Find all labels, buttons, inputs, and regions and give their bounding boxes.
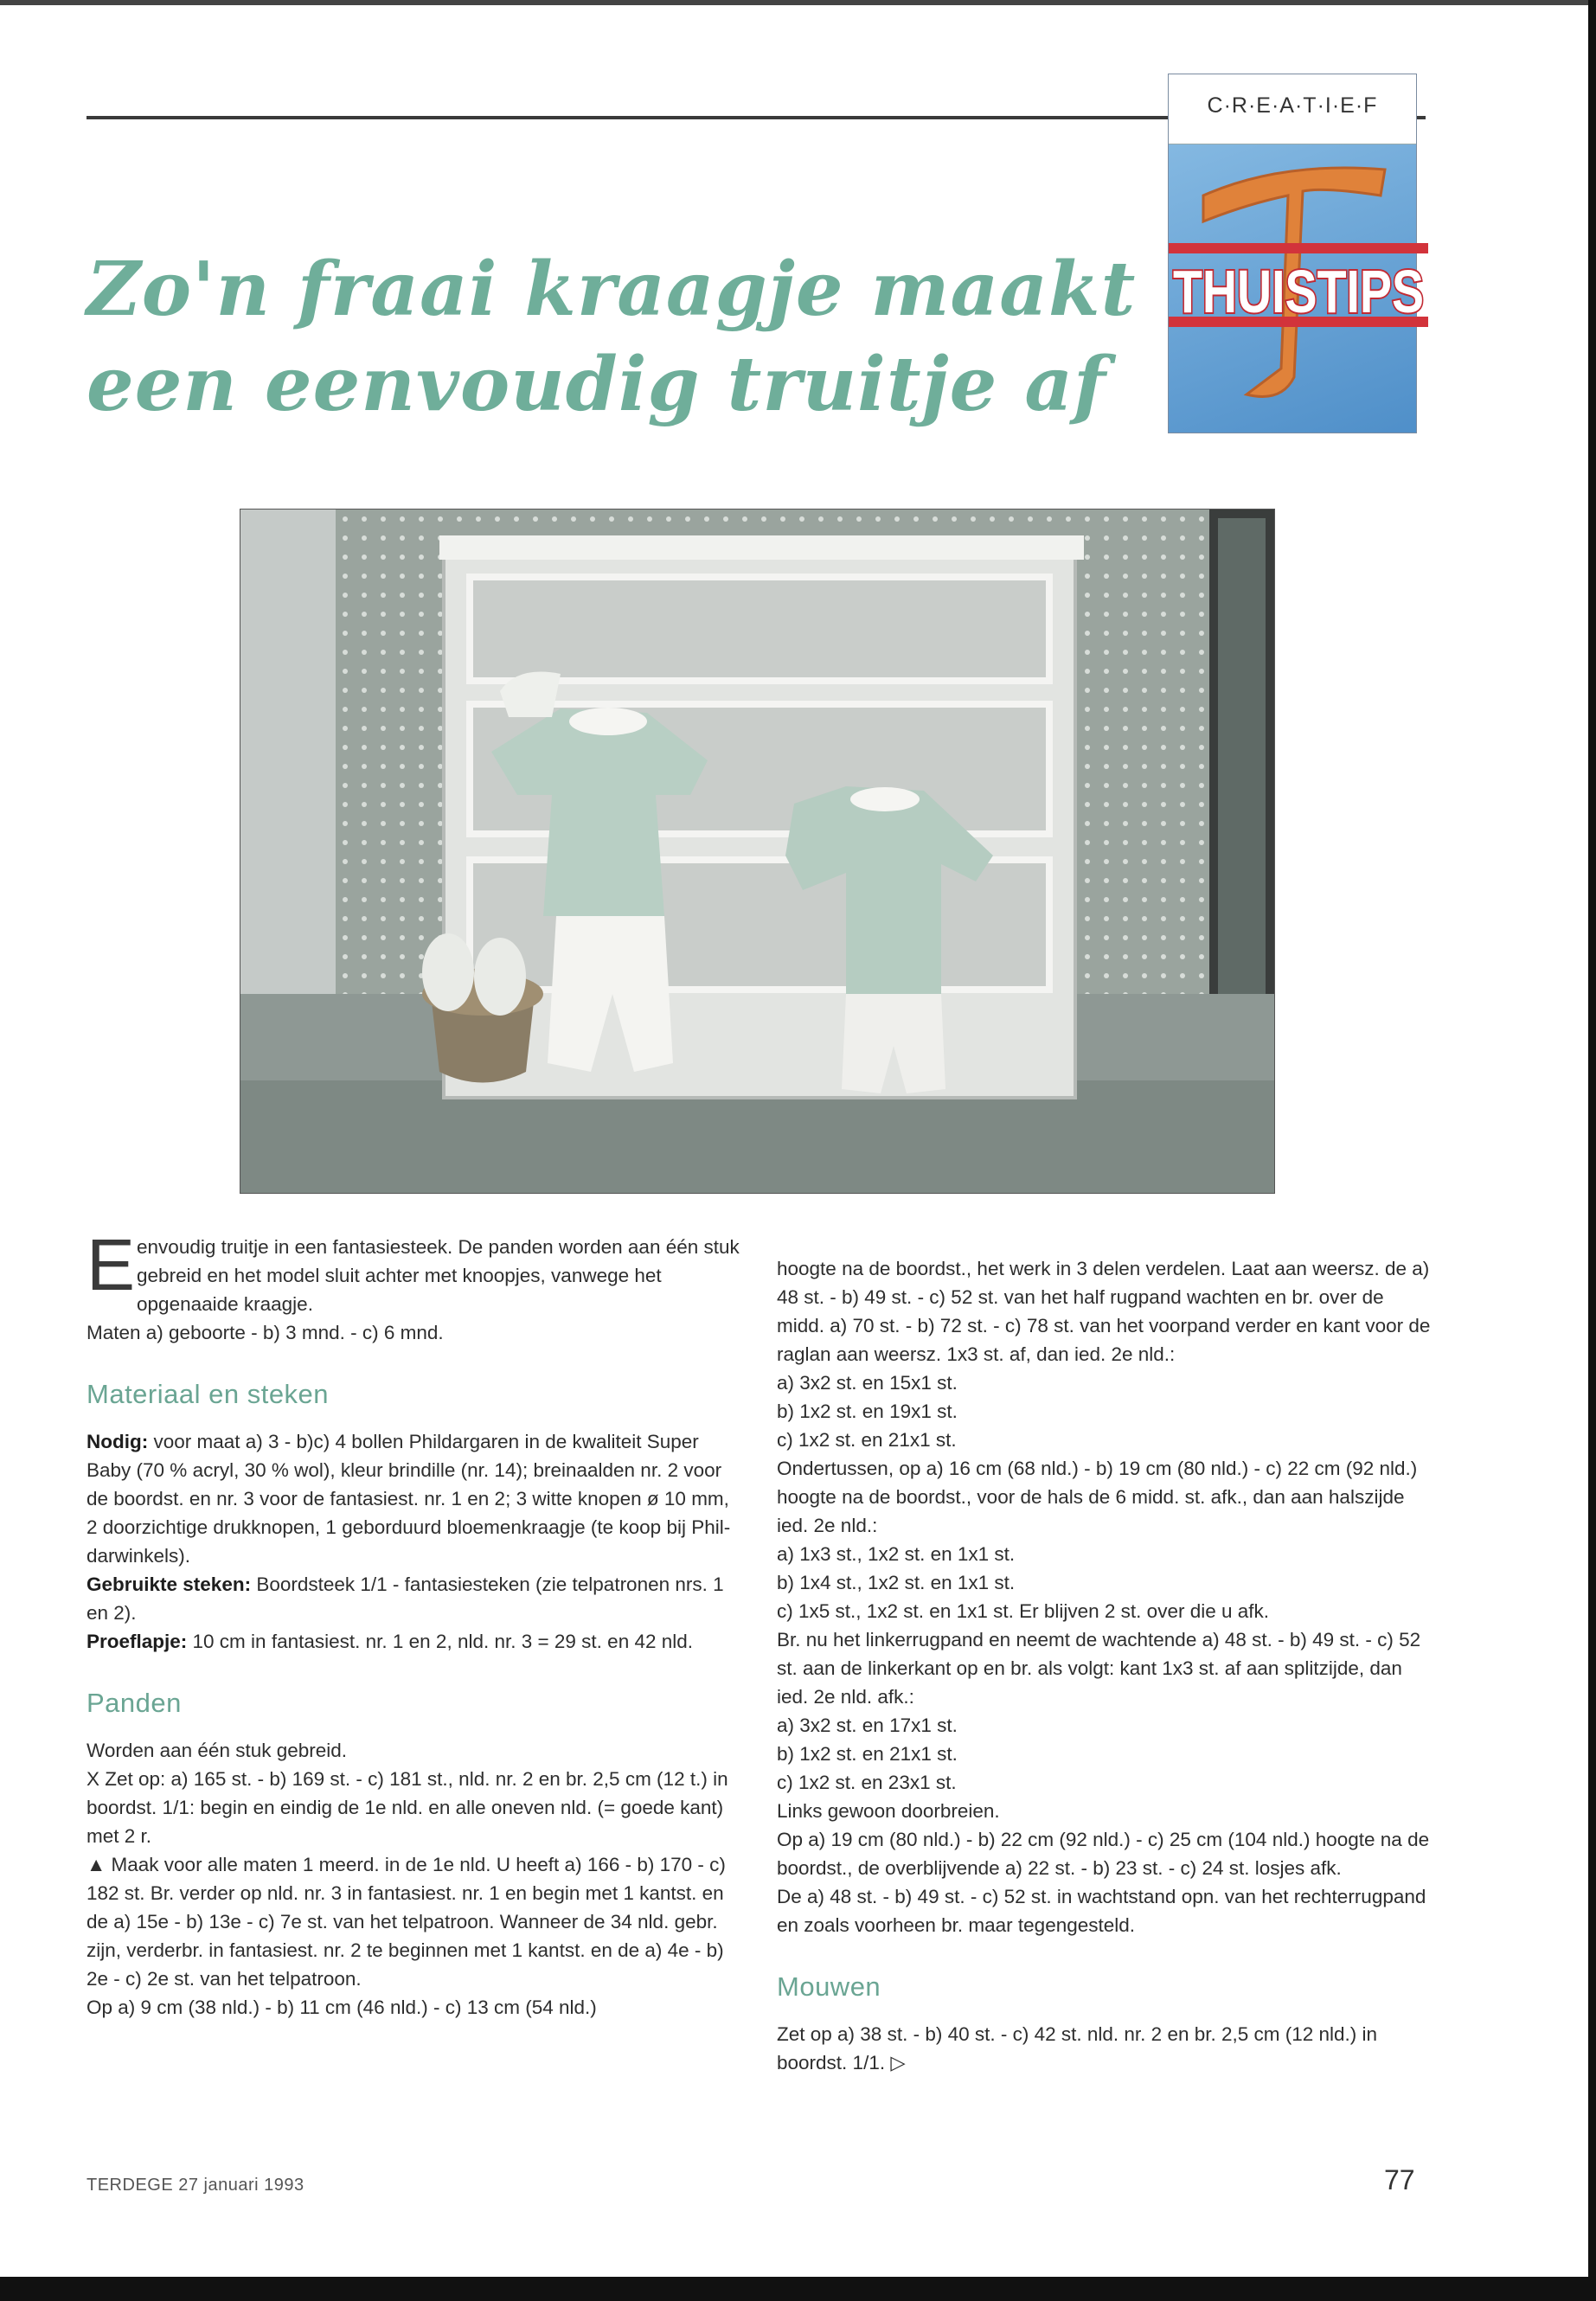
col2-line: De a) 48 st. - b) 49 st. - c) 52 st. in wachtstand opn. van het rechterrugpand en zoals voorheen br. maar tegengesteld. bbox=[777, 1886, 1426, 1936]
col2-line: b) 1x2 st. en 19x1 st. bbox=[777, 1400, 958, 1422]
mouwen-paragraph: Zet op a) 38 st. - b) 40 st. - c) 42 st. nld. nr. 2 en br. 2,5 cm (12 nld.) in boordst. 1/1. ▷ bbox=[777, 2023, 1378, 2073]
thuistips-logo-icon bbox=[1151, 144, 1437, 433]
heading-mouwen: Mouwen bbox=[777, 1971, 881, 2002]
col2-line: a) 3x2 st. en 15x1 st. bbox=[777, 1372, 958, 1394]
col2-line: c) 1x2 st. en 23x1 st. bbox=[777, 1772, 957, 1793]
article-column-1 bbox=[87, 1224, 744, 2022]
intro-paragraph: Eenvoudig truitje in een fantasiesteek. De panden worden aan één stuk gebreid en het model sluit achter met knoopjes, vanwege het opgenaaide kraagje. bbox=[87, 1224, 740, 1315]
panden-line: ▲ Maak voor alle maten 1 meerd. in de 1e nld. U heeft a) 166 - b) 170 - c) 182 st. Br. verder op nld. nr. 3 in fantasiest. nr. 1 en begin met 1 kantst. en de a) 15e - b) 13e - c) 7e st. van het telpatroon. Wanneer de 34 nld. gebr. zijn, verderbr. in fantasiest. nr. 2 te beginnen met 1 kantst. en de a) 4e - b) 2e - c) 2e st. van het telpatroon. bbox=[87, 1854, 726, 1990]
sizes-line: Maten a) geboorte - b) 3 mnd. - c) 6 mnd. bbox=[87, 1322, 444, 1343]
page-title bbox=[87, 242, 1137, 433]
baby-clothes-photo bbox=[240, 509, 1275, 1194]
scan-edge-bottom bbox=[0, 2277, 1596, 2301]
panden-line: Op a) 9 cm (38 nld.) - b) 11 cm (46 nld.) - c) 13 cm (54 nld.) bbox=[87, 1997, 597, 2018]
badge-header bbox=[1169, 74, 1416, 144]
drop-cap: E bbox=[87, 1224, 136, 1305]
title-line-1: Zo'n fraai kraagje maakt bbox=[87, 246, 1137, 333]
page-number: 77 bbox=[1384, 2164, 1415, 2195]
col2-line: hoogte na de boordst., het werk in 3 delen verdelen. Laat aan weersz. de a) 48 st. - b) 49 st. - c) 52 st. van het half rugpand wachten en br. over de midd. a) 70 st. - b) 72 st. - c) 78 st. van het voorpand verder en kant voor de raglan aan weersz. 1x3 st. af, dan ied. 2e nld.: bbox=[777, 1258, 1431, 1365]
col2-line: b) 1x4 st., 1x2 st. en 1x1 st. bbox=[777, 1572, 1016, 1593]
photo-babyclothes bbox=[240, 510, 1274, 1193]
col2-line: c) 1x5 st., 1x2 st. en 1x1 st. Er blijven 2 st. over die u afk. bbox=[777, 1600, 1270, 1622]
badge-top-text: C·R·E·A·T·I·E·F bbox=[1207, 93, 1378, 118]
scan-edge-top bbox=[0, 0, 1596, 12]
col2-line: c) 1x2 st. en 21x1 st. bbox=[777, 1429, 957, 1451]
panden-line: Worden aan één stuk gebreid. bbox=[87, 1740, 348, 1761]
panden-line: X Zet op: a) 165 st. - b) 169 st. - c) 181 st., nld. nr. 2 en br. 2,5 cm (12 t.) in boordst. 1/1: begin en eindig de 1e nld. en alle oneven nld. (= goede kant) met 2 r. bbox=[87, 1768, 728, 1847]
col2-line: b) 1x2 st. en 21x1 st. bbox=[777, 1743, 958, 1765]
heading-materiaal: Materiaal en steken bbox=[87, 1379, 330, 1409]
nodig-paragraph: Nodig: voor maat a) 3 - b)c) 4 bollen Phildargaren in de kwaliteit Super Baby (70 % acryl, 30 % wol), kleur brindille (nr. 14); breinaalden nr. 2 voor de boordst. en nr. 3 voor de fantasiest. nr. 1 en 2; 3 witte knopen ø 10 mm, 2 doorzichtige drukknopen, 1 geborduurd bloemenkraagje (te koop bij Phil-darwinkels). bbox=[87, 1431, 731, 1567]
steken-paragraph: Gebruikte steken: Boordsteek 1/1 - fantasiesteken (zie telpatronen nrs. 1 en 2). bbox=[87, 1574, 724, 1624]
col2-line: Links gewoon doorbreien. bbox=[777, 1800, 1000, 1822]
heading-panden: Panden bbox=[87, 1688, 182, 1718]
col2-line: Op a) 19 cm (80 nld.) - b) 22 cm (92 nld.) - c) 25 cm (104 nld.) hoogte na de boordst., de overblijvende a) 22 st. - b) 23 st. - c) 24 st. losjes afk. bbox=[777, 1829, 1430, 1879]
col2-line: Br. nu het linkerrugpand en neemt de wachtende a) 48 st. - b) 49 st. - c) 52 st. aan de linkerkant op en br. als volgt: kant 1x3 st. af aan splitzijde, dan ied. 2e nld. afk.: bbox=[777, 1629, 1421, 1708]
col2-line: a) 1x3 st., 1x2 st. en 1x1 st. bbox=[777, 1543, 1016, 1565]
scan-edge-right bbox=[1588, 0, 1596, 2301]
col2-line: Ondertussen, op a) 16 cm (68 nld.) - b) 19 cm (80 nld.) - c) 22 cm (92 nld.) hoogte na de boordst., voor de hals de 6 midd. st. afk., dan aan halszijde ied. 2e nld.: bbox=[777, 1458, 1418, 1536]
title-line-2: een eenvoudig truitje af bbox=[87, 341, 1107, 428]
badge-logo-text: THUISTIPS bbox=[1173, 258, 1424, 325]
proeflapje-paragraph: Proeflapje: 10 cm in fantasiest. nr. 1 en 2, nld. nr. 3 = 29 st. en 42 nld. bbox=[87, 1631, 694, 1652]
creatief-thuistips-badge bbox=[1168, 74, 1424, 433]
col2-line: a) 3x2 st. en 17x1 st. bbox=[777, 1715, 958, 1736]
footer-publication: TERDEGE 27 januari 1993 bbox=[87, 2176, 304, 2195]
article-column-2 bbox=[777, 1254, 1434, 2077]
